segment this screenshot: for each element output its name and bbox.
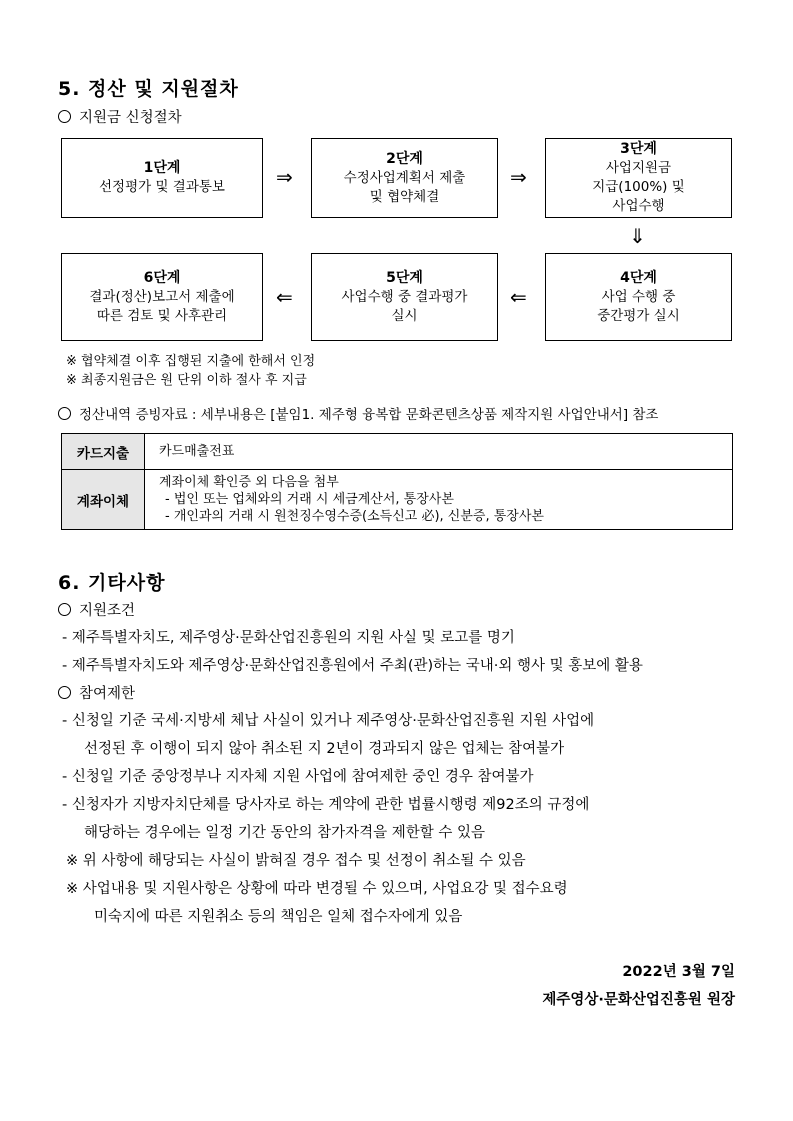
footnote: ※ 사업내용 및 지원사항은 상황에 따라 변경될 수 있으며, 사업요강 및 접수요령: [66, 881, 568, 897]
section5-title: 5. 정산 및 지원절차: [58, 78, 239, 100]
step-label: 4단계: [620, 269, 657, 286]
step-text: 수정사업계획서 제출: [343, 169, 466, 186]
step-label: 3단계: [620, 141, 657, 157]
evidence-detail-cell: 계좌이체 확인증 외 다음을 첨부 - 법인 또는 업체와의 거래 시 세금계산서, 통장사본 - 개인과의 거래 시 원천징수영수증(소득신고 必), 신분증, 통장사본: [145, 470, 733, 530]
circle-bullet-icon: [58, 686, 71, 699]
restrict-item: - 신청일 기준 중앙정부나 지자체 지원 사업에 참여제한 중인 경우 참여불가: [62, 769, 534, 785]
evidence-type-cell: 계좌이체: [62, 470, 145, 530]
document-date: 2022년 3월 7일: [622, 964, 735, 980]
step-2-box: [311, 138, 498, 218]
step-text: 결과(정산)보고서 제출에: [89, 288, 235, 305]
circle-bullet-icon: [58, 407, 71, 420]
step-1-box: [61, 138, 263, 218]
evidence-heading: 정산내역 증빙자료 : 세부내용은 [붙임1. 제주형 융복합 문화콘텐츠상품 제작지원 사업안내서] 참조: [58, 403, 658, 423]
restrict-item: - 신청자가 지방자치단체를 당사자로 하는 계약에 관한 법률시행령 제92조의 규정에: [62, 797, 590, 813]
step-text: 중간평가 실시: [597, 307, 680, 324]
table-row: [62, 434, 733, 470]
restrict-heading: 참여제한: [58, 682, 135, 703]
left-arrow-icon: ⇐: [276, 285, 293, 309]
support-item: - 제주특별자치도, 제주영상·문화산업진흥원의 지원 사실 및 로고를 명기: [62, 630, 515, 646]
step-text: 지급(100%) 및: [592, 179, 685, 195]
step-5-box: [311, 253, 498, 341]
restrict-item: - 신청일 기준 국세·지방세 체납 사실이 있거나 제주영상·문화산업진흥원 지원 사업에: [62, 713, 595, 729]
restrict-item-continued: 해당하는 경우에는 일정 기간 동안의 참가자격을 제한할 수 있음: [84, 825, 486, 841]
step-label: 2단계: [386, 150, 423, 167]
step-4-box: [545, 253, 732, 341]
footnote: ※ 위 사항에 해당되는 사실이 밝혀질 경우 접수 및 선정이 취소될 수 있음: [66, 853, 526, 869]
note-line: ※ 협약체결 이후 집행된 지출에 한해서 인정: [66, 354, 316, 369]
step-6-box: [61, 253, 263, 341]
evidence-detail-cell: 카드매출전표: [145, 434, 733, 470]
step-3-box: [545, 138, 732, 218]
section6-title: 6. 기타사항: [58, 572, 166, 594]
step-text: 실시: [391, 307, 418, 324]
step-text: 사업수행: [612, 198, 665, 214]
right-arrow-icon: ⇒: [276, 165, 293, 189]
step-text: 선정평가 및 결과통보: [99, 179, 225, 195]
evidence-table: [61, 433, 733, 530]
signature: 제주영상·문화산업진흥원 원장: [542, 992, 735, 1008]
step-label: 6단계: [143, 269, 181, 286]
procedure-heading: 지원금 신청절차: [58, 106, 182, 127]
footnote-continued: 미숙지에 따른 지원취소 등의 책임은 일체 접수자에게 있음: [94, 909, 463, 925]
step-text: 사업수행 중 결과평가: [341, 288, 468, 305]
right-arrow-icon: ⇒: [510, 165, 527, 189]
step-text: 및 협약체결: [369, 188, 440, 205]
support-heading: 지원조건: [58, 599, 135, 620]
step-text: 따른 검토 및 사후관리: [96, 307, 228, 324]
note-line: ※ 최종지원금은 원 단위 이하 절사 후 지급: [66, 373, 307, 388]
down-arrow-icon: ⇓: [629, 224, 646, 248]
circle-bullet-icon: [58, 603, 71, 616]
table-row: [62, 470, 733, 530]
step-text: 사업지원금: [605, 160, 672, 176]
evidence-type-cell: 카드지출: [62, 434, 145, 470]
left-arrow-icon: ⇐: [510, 285, 527, 309]
circle-bullet-icon: [58, 110, 71, 123]
support-item: - 제주특별자치도와 제주영상·문화산업진흥원에서 주최(관)하는 국내·외 행사 및 홍보에 활용: [62, 658, 643, 674]
step-text: 사업 수행 중: [601, 288, 676, 305]
restrict-item-continued: 선정된 후 이행이 되지 않아 취소된 지 2년이 경과되지 않은 업체는 참여불가: [84, 741, 565, 757]
step-label: 1단계: [143, 160, 181, 176]
step-label: 5단계: [386, 269, 423, 286]
